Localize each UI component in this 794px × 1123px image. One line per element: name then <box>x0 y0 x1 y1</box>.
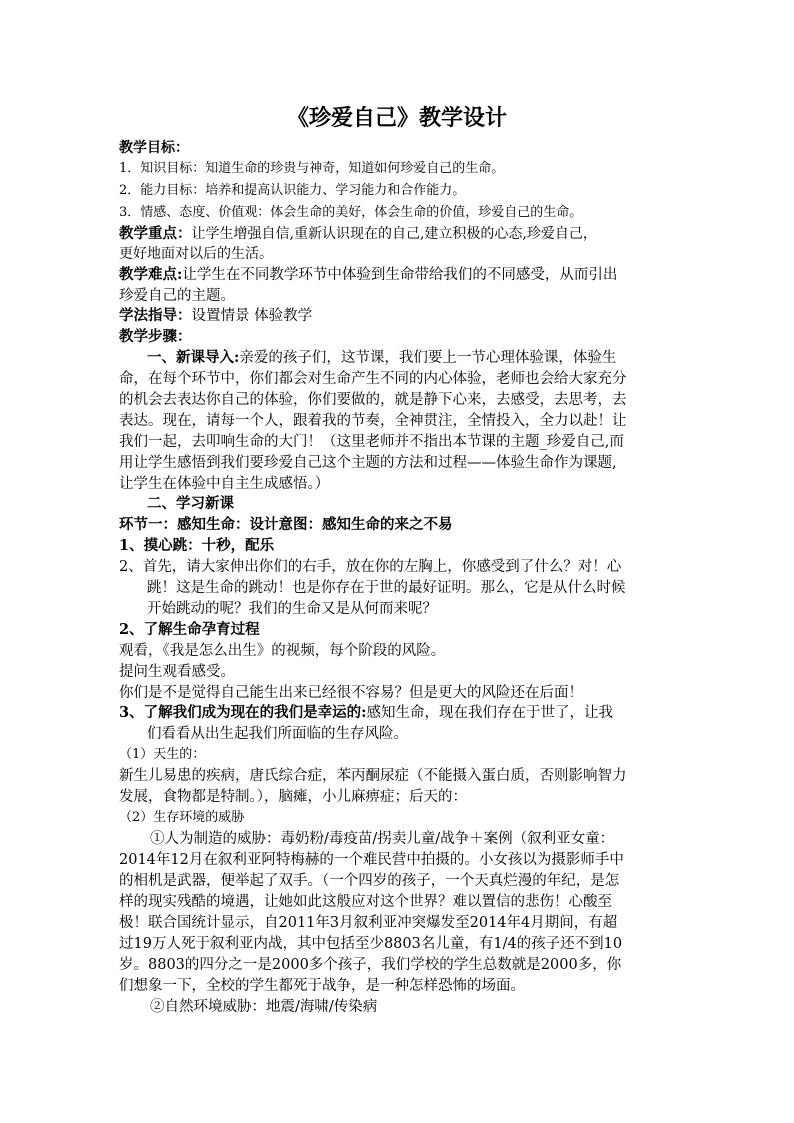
threat-line-4: 样的现实残酷的境遇，让她如此这般应对这个世界？难以置信的悲伤！心酸至 <box>119 894 612 910</box>
threat-line-3: 的相机是武器，便举起了双手。（一个四岁的孩子，一个天真烂漫的年纪，是怎 <box>119 873 620 889</box>
item-2-line-2: 跳！这是生命的跳动！也是你存在于世的最好证明。那么，它是从什么时候 <box>147 580 626 596</box>
page-title: 《珍爱自己》教学设计 <box>286 105 507 131</box>
item-3-label: 3、了解我们成为现在的我们是幸运的: <box>119 704 367 721</box>
goal-ability: 2．能力目标：培养和提高认识能力、学习能力和合作能力。 <box>119 183 466 198</box>
method-line <box>119 307 312 325</box>
innate-line-1: 新生儿易患的疾病，唐氏综合症，苯丙酮尿症（不能摄入蛋白质，否则影响智力 <box>119 768 627 784</box>
threat-line-6: 过19万人死于叙利亚内战，其中包括至少8803名儿童，有1/4的孩子还不到10 <box>119 936 623 952</box>
natural-threat-line: ②自然环境威胁：地震/海啸/传染病 <box>150 999 378 1015</box>
sub-innate: （1）天生的： <box>119 747 206 762</box>
method-text: 设置情景 体验教学 <box>191 308 313 324</box>
intro-label: 一、新课导入: <box>147 349 240 366</box>
threat-line-5: 极！联合国统计显示，自2011年3月叙利亚冲突爆发至2014年4月期间，有超 <box>119 915 618 931</box>
item-gestation: 2、了解生命孕育过程 <box>119 621 260 638</box>
intro-line-5: 我们一起，去叩响生命的大门！（这里老师并不指出本节课的主题_珍爱自己,而 <box>119 434 624 450</box>
innate-line-2: 发展，食物都是特制。），脑瘫，小儿麻痹症；后天的： <box>119 789 467 805</box>
goals-heading: 教学目标： <box>119 140 189 156</box>
goal-emotion: 3．情感、态度、价值观：体会生命的美好，体会生命的价值，珍爱自己的生命。 <box>119 205 583 220</box>
item-3-text: 感知生命，现在我们存在于世了，让我 <box>366 705 613 721</box>
key-point-line-1 <box>119 225 597 243</box>
threat-line-1: ①人为制造的威胁：毒奶粉/毒疫苗/拐卖儿童/战争＋案例（叙利亚女童： <box>150 831 615 847</box>
ask-line: 提问生观看感受。 <box>119 664 235 680</box>
item-heartbeat: 1、摸心跳：十秒，配乐 <box>119 537 275 554</box>
link-one-heading: 环节一：感知生命：设计意图：感知生命的来之不易 <box>119 516 453 533</box>
intro-line-2: 命，在每个环节中，你们都会对生命产生不同的内心体验，老师也会给大家充分 <box>119 371 627 387</box>
question-line: 你们是不是觉得自己能生出来已经很不容易？但是更大的风险还在后面！ <box>119 685 583 701</box>
difficulty-label: 教学难点: <box>119 266 183 283</box>
item-3-line-2: 们看看从出生起我们所面临的生存风险。 <box>147 726 408 742</box>
threat-line-8: 们想象一下，全校的学生都死于战争，是一种怎样恐怖的场面。 <box>119 978 525 994</box>
difficulty-line-2: 珍爱自己的主题。 <box>119 288 235 304</box>
intro-line-6: 用让学生感悟到我们要珍爱自己这个主题的方法和过程——体验生命作为课题, <box>119 455 617 471</box>
sub-environment: （2）生存环境的威胁 <box>119 810 245 825</box>
watch-line: 观看，《我是怎么出生》的视频，每个阶段的风险。 <box>119 643 446 659</box>
item-3-line-1 <box>119 704 613 722</box>
key-point-text: 让学生增强自信,重新认识现在的自己,建立积极的心态,珍爱自己， <box>191 226 597 242</box>
intro-line-3: 的机会去表达你自己的体验，你们要做的，就是静下心来，去感受，去思考，去 <box>119 392 627 408</box>
difficulty-line-1 <box>119 266 617 284</box>
intro-text: 亲爱的孩子们，这节课，我们要上一节心理体验课，体验生 <box>239 350 617 366</box>
threat-line-7: 岁。8803的四分之一是2000多个孩子，我们学校的学生总数就是2000多，你 <box>119 957 622 973</box>
intro-line-1 <box>147 349 616 367</box>
difficulty-text: 让学生在不同教学环节中体验到生命带给我们的不同感受，从而引出 <box>182 267 618 283</box>
key-point-line-2: 更好地面对以后的生活。 <box>119 246 273 262</box>
learn-heading: 二、学习新课 <box>147 495 234 512</box>
intro-line-7: 让学生在体验中自主生成感悟。） <box>119 476 330 492</box>
item-2-line-1: 2、首先，请大家伸出你们的右手，放在你的左胸上，你感受到了什么？对！心 <box>119 559 622 575</box>
threat-line-2: 2014年12月在叙利亚阿特梅赫的一个难民营中拍摄的。小女孩以为摄影师手中 <box>119 852 624 868</box>
method-label: 学法指导： <box>119 307 192 324</box>
intro-line-4: 表达。现在，请每一个人，跟着我的节奏，全神贯注，全情投入，全力以赴！让 <box>119 413 627 429</box>
item-2-line-3: 开始跳动的呢？我们的生命又是从何而来呢？ <box>147 601 437 617</box>
steps-heading: 教学步骤： <box>119 328 192 345</box>
goal-knowledge: 1．知识目标：知道生命的珍贵与神奇，知道如何珍爱自己的生命。 <box>119 161 505 176</box>
key-point-label: 教学重点： <box>119 225 192 242</box>
